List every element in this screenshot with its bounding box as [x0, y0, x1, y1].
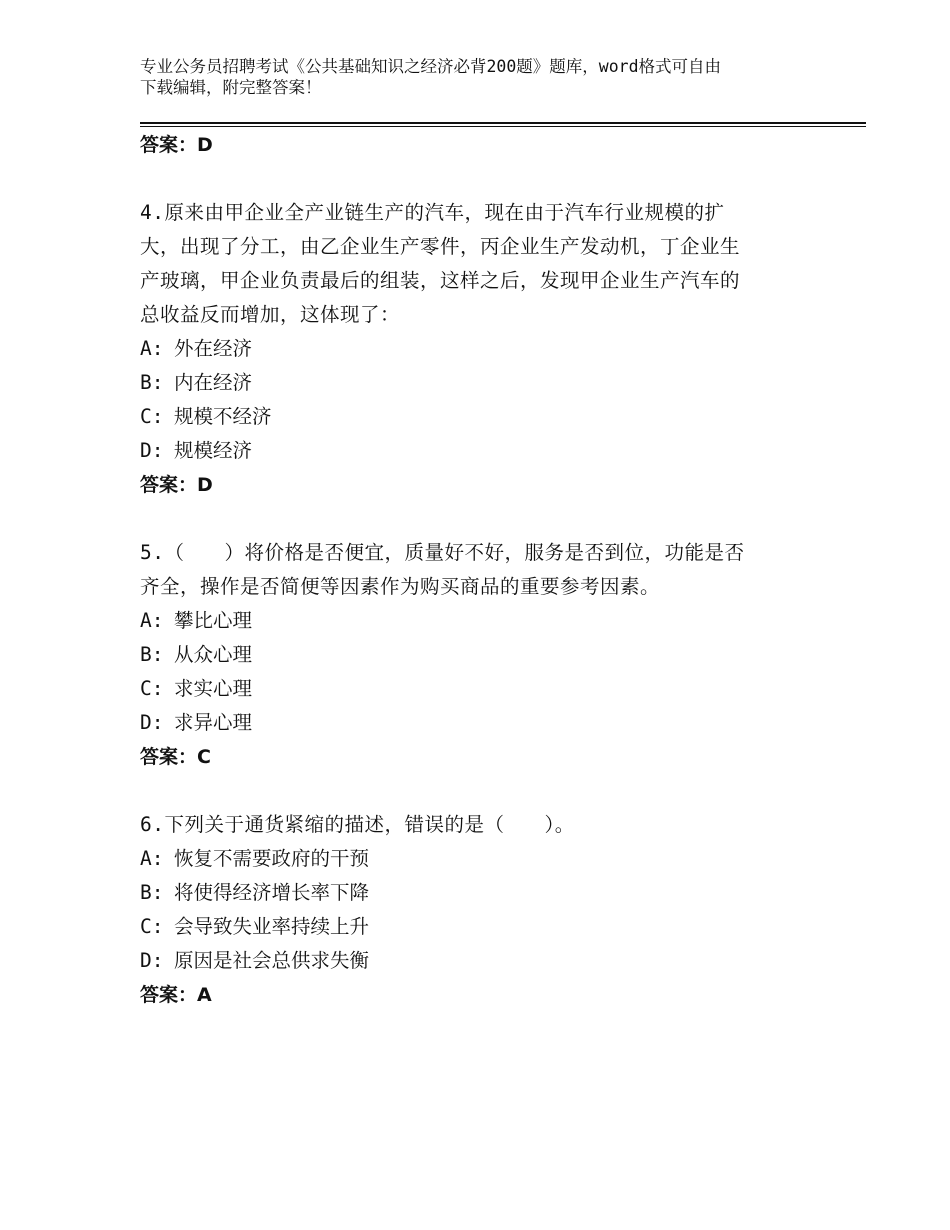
question-5 [140, 536, 820, 774]
option-key: A: [140, 609, 164, 632]
header-rule-thin [140, 126, 866, 127]
option-key: C: [140, 915, 164, 938]
option-a [140, 604, 820, 638]
option-d [140, 944, 820, 978]
answer: 答案：A [140, 984, 212, 1006]
option-text: 求实心理 [174, 677, 253, 700]
option-d [140, 706, 820, 740]
option-c [140, 672, 820, 706]
option-b [140, 638, 820, 672]
option-text: 会导致失业率持续上升 [174, 915, 370, 938]
option-key: D: [140, 439, 164, 462]
stem-line: 4.原来由甲企业全产业链生产的汽车，现在由于汽车行业规模的扩 [140, 201, 725, 224]
stem-line: 齐全，操作是否简便等因素作为购买商品的重要参考因素。 [140, 575, 661, 598]
option-c [140, 400, 820, 434]
option-c [140, 910, 820, 944]
option-key: A: [140, 847, 164, 870]
option-b [140, 876, 820, 910]
option-key: C: [140, 677, 164, 700]
stem-line: 产玻璃，甲企业负责最后的组装，这样之后，发现甲企业生产汽车的 [140, 269, 741, 292]
option-key: D: [140, 949, 164, 972]
option-text: 从众心理 [174, 643, 253, 666]
question-4 [140, 196, 820, 502]
page-header [140, 56, 820, 98]
spacer [140, 162, 820, 196]
option-a [140, 332, 820, 366]
spacer [140, 774, 820, 808]
header-line-2: 下载编辑，附完整答案！ [140, 78, 322, 97]
option-key: B: [140, 371, 164, 394]
option-text: 求异心理 [174, 711, 253, 734]
answer: 答案：C [140, 746, 211, 768]
option-d [140, 434, 820, 468]
option-a [140, 842, 820, 876]
stem-line: 大，出现了分工，由乙企业生产零件，丙企业生产发动机，丁企业生 [140, 235, 741, 258]
option-text: 规模不经济 [174, 405, 272, 428]
question-6 [140, 808, 820, 1012]
option-text: 原因是社会总供求失衡 [174, 949, 370, 972]
option-key: B: [140, 643, 164, 666]
spacer [140, 502, 820, 536]
option-text: 攀比心理 [174, 609, 253, 632]
option-key: B: [140, 881, 164, 904]
header-line-1: 专业公务员招聘考试《公共基础知识之经济必背200题》题库，word格式可自由 [140, 57, 722, 76]
previous-answer: 答案：D [140, 134, 213, 156]
question-stem [140, 536, 820, 604]
option-text: 将使得经济增长率下降 [174, 881, 370, 904]
stem-line: 6.下列关于通货紧缩的描述，错误的是（ ）。 [140, 813, 575, 836]
stem-line: 5.（ ）将价格是否便宜，质量好不好，服务是否到位，功能是否 [140, 541, 745, 564]
option-text: 恢复不需要政府的干预 [174, 847, 370, 870]
stem-line: 总收益反而增加，这体现了： [140, 303, 401, 326]
question-list [140, 128, 820, 1012]
question-stem [140, 808, 820, 842]
option-key: D: [140, 711, 164, 734]
question-stem [140, 196, 820, 332]
option-text: 内在经济 [174, 371, 253, 394]
option-key: A: [140, 337, 164, 360]
option-text: 外在经济 [174, 337, 253, 360]
answer: 答案：D [140, 474, 213, 496]
option-key: C: [140, 405, 164, 428]
option-text: 规模经济 [174, 439, 253, 462]
header-rule-thick [140, 122, 866, 124]
option-b [140, 366, 820, 400]
